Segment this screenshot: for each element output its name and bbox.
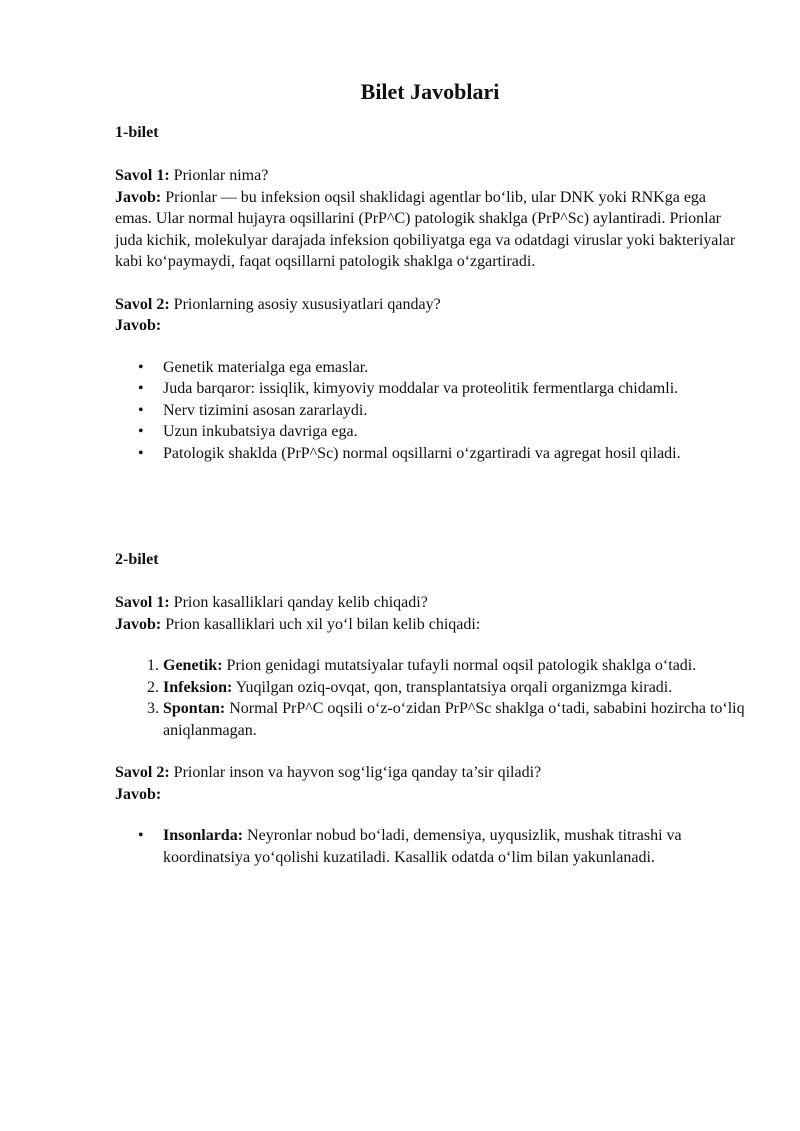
document-title: Bilet Javoblari [360, 79, 500, 104]
ticket-2-bullet-list [115, 825, 745, 868]
list-item [163, 677, 745, 699]
ticket-2-question-2 [115, 762, 745, 784]
list-item [163, 655, 745, 677]
question-text: Prionlar inson va hayvon sog‘lig‘iga qanday ta’sir qiladi? [169, 764, 542, 781]
list-item: • Genetik materialga ega emaslar. [163, 357, 745, 379]
document-body [115, 77, 745, 868]
list-item: • Uzun inkubatsiya davriga ega. [163, 421, 745, 443]
question-label: Savol 2: [115, 764, 170, 781]
ticket-2-answer-2-label [115, 784, 745, 806]
list-item: • Patologik shaklda (PrP^Sc) normal oqsillarni o‘zgartiradi va agregat hosil qiladi. [163, 443, 745, 465]
list-item [163, 698, 745, 741]
item-text: Yuqilgan oziq-ovqat, qon, transplantatsiya orqali organizmga kiradi. [232, 678, 673, 696]
answer-label: Javob: [115, 188, 162, 206]
answer-label: Javob: [115, 615, 162, 633]
item-term: Genetik: [163, 657, 223, 674]
ticket-2-question-1 [115, 592, 745, 614]
answer-label: Javob: [115, 317, 162, 334]
item-text: Neyronlar nobud bo‘ladi, demensiya, uyqusizlik, mushak titrashi va koordinatsiya yo‘qolishi kuzatiladi. Kasallik odatda o‘lim bilan yakunlanadi. [163, 827, 682, 866]
list-item: • Nerv tizimini asosan zararlaydi. [163, 400, 745, 422]
answer-text: Prionlar — bu infeksion oqsil shaklidagi agentlar bo‘lib, ular DNK yoki RNKga ega emas. Ular normal hujayra oqsillarini (PrP^C) patologik shaklga (PrP^Sc) aylantiradi. Prionlar juda kichik, molekulyar darajada infeksion qobiliyatga ega va odatdagi viruslar yoki bakteriyalar kabi ko‘paymaydi, faqat oqsillarni patologik shaklga o‘zgartiradi. [115, 188, 736, 270]
question-label: Savol 2: [115, 295, 170, 313]
question-label: Savol 1: [115, 167, 170, 184]
question-text: Prion kasalliklari qanday kelib chiqadi? [169, 594, 428, 611]
item-term: Infeksion: [163, 678, 233, 696]
ticket-2-heading: 2-bilet [115, 551, 159, 568]
ticket-1-question-2 [115, 294, 745, 316]
ticket-1-question-1 [115, 165, 745, 187]
answer-text: Prion kasalliklari uch xil yo‘l bilan kelib chiqadi: [161, 615, 481, 633]
list-item [163, 825, 745, 868]
ticket-2-numbered-list [115, 655, 745, 741]
answer-label: Javob: [115, 785, 162, 803]
question-text: Prionlarning asosiy xususiyatlari qanday? [169, 295, 441, 313]
ticket-1-answer-1 [115, 187, 745, 273]
ticket-2-answer-1 [115, 614, 745, 636]
question-text: Prionlar nima? [169, 167, 269, 184]
item-term: Spontan: [163, 700, 226, 717]
item-term: Insonlarda: [163, 827, 244, 844]
item-text: Prion genidagi mutatsiyalar tufayli normal oqsil patologik shaklga o‘tadi. [222, 657, 697, 674]
question-label: Savol 1: [115, 594, 170, 611]
ticket-1-answer-2-label [115, 315, 745, 337]
list-item: • Juda barqaror: issiqlik, kimyoviy moddalar va proteolitik fermentlarga chidamli. [163, 378, 745, 400]
item-text: Normal PrP^C oqsili o‘z-o‘zidan PrP^Sc shaklga o‘tadi, sababini hozircha to‘liq aniqlanmagan. [163, 700, 745, 739]
ticket-1-heading: 1-bilet [115, 124, 159, 141]
ticket-1-bullet-list [115, 357, 745, 465]
